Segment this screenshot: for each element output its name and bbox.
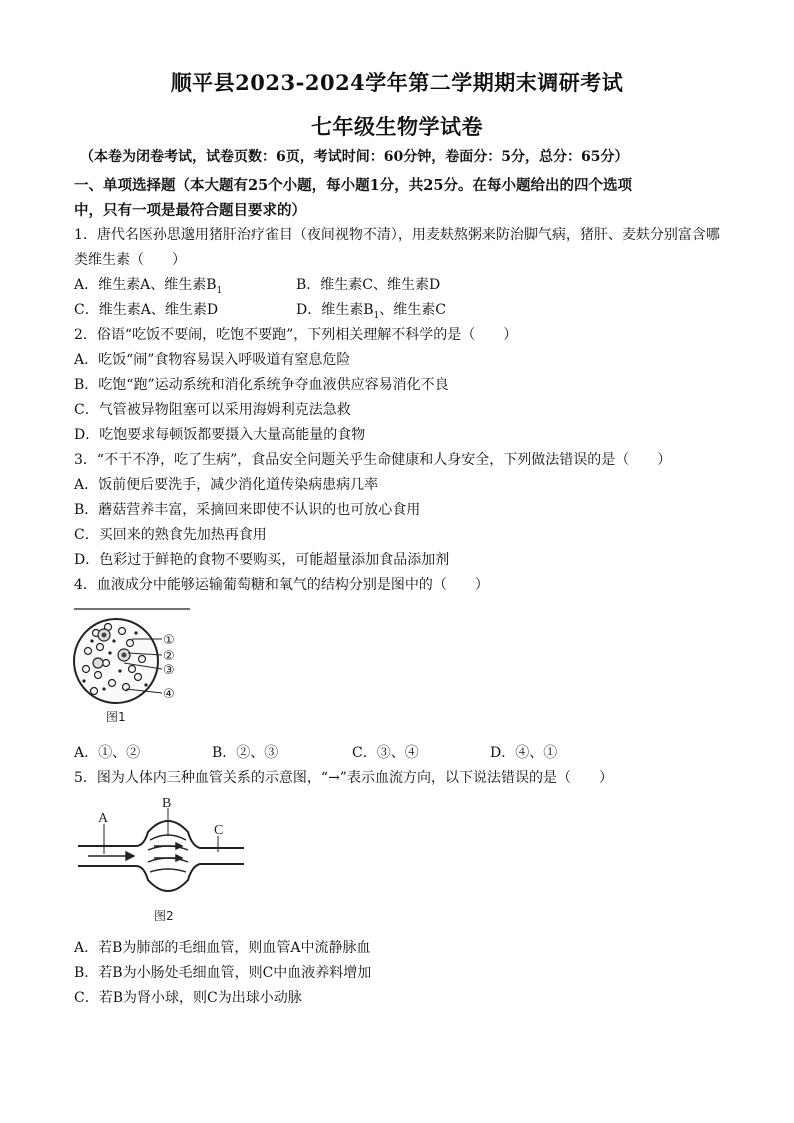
q1-option-a-sub: 1 [216, 285, 223, 296]
q3-option-b: B．蘑菇营养丰富，采摘回来即使不认识的也可放心食用 [74, 502, 421, 518]
white-blood-cell-1-nucleus [102, 633, 107, 638]
q2-option-b: B．吃饱“跑”运动系统和消化系统争夺血液供应容易消化不良 [74, 377, 449, 393]
q3-stem: 3．“不干不净，吃了生病”，食品安全问题关乎生命健康和人身安全，下列做法错误的是（ ） [74, 452, 672, 468]
q4-option-b: B．②、③ [212, 745, 279, 761]
exam-title: 顺平县2023-2024学年第二学期期末调研考试 [170, 70, 624, 95]
q1-option-a [74, 274, 222, 296]
q1-option-d [296, 299, 446, 321]
fig2-caption: 图2 [154, 909, 174, 923]
q4-option-a: A．①、② [74, 745, 141, 761]
exam-note: （本卷为闭卷考试，试卷页数：6页，考试时间：60分钟，卷面分：5分，总分：65分） [80, 149, 629, 165]
q2-option-a: A．吃饭“闹”食物容易误入呼吸道有窒息危险 [74, 352, 351, 368]
fig1-label-2: ② [163, 649, 175, 664]
q1-option-d-text2: 、维生素C [379, 302, 446, 318]
q1-stem-line1: 1．唐代名医孙思邈用猪肝治疗雀目（夜间视物不清），用麦麸熬粥来防治脚气病，猪肝、麦麸分别富含哪 [74, 227, 720, 243]
q3-option-c: C．买回来的熟食先加热再食用 [74, 527, 267, 543]
q5-option-c: C．若B为肾小球，则C为出球小动脉 [74, 990, 302, 1006]
q4-option-d: D．④、① [490, 745, 558, 761]
section-heading-line1: 一、单项选择题（本大题有25个小题，每小题1分，共25分。在每小题给出的四个选项 [74, 177, 632, 194]
q5-stem: 5．图为人体内三种血管关系的示意图，“→”表示血流方向，以下说法错误的是（ ） [74, 770, 613, 786]
q4-stem: 4．血液成分中能够运输葡萄糖和氧气的结构分别是图中的（ ） [74, 577, 489, 593]
fig1-caption: 图1 [106, 710, 126, 724]
q3-option-a: A．饭前便后要洗手，减少消化道传染病患病几率 [74, 477, 379, 493]
fig1-label-3: ③ [163, 663, 175, 678]
fig2-label-a: A [98, 811, 109, 826]
q1-option-c: C．维生素A、维生素D [74, 302, 219, 318]
q2-stem: 2．俗语“吃饭不要闹，吃饱不要跑”，下列相关理解不科学的是（ ） [74, 327, 518, 343]
white-blood-cell-3 [93, 658, 103, 668]
fig2-label-b: B [162, 796, 172, 811]
q5-option-b: B．若B为小肠处毛细血管，则C中血液养料增加 [74, 965, 372, 981]
exam-subtitle: 七年级生物学试卷 [311, 114, 483, 139]
section-heading-line2: 中，只有一项是最符合题目要求的） [74, 202, 306, 219]
q4-option-c: C．③、④ [352, 745, 419, 761]
white-blood-cell-2-nucleus [122, 653, 127, 658]
q2-option-c: C．气管被异物阻塞可以采用海姆利克法急救 [74, 402, 351, 418]
blood-vessel-figure [72, 796, 250, 926]
fig2-label-c: C [214, 823, 224, 838]
capillary-loops [148, 835, 188, 872]
blood-smear-figure [66, 603, 194, 727]
fig1-label-1: ① [163, 633, 175, 648]
q1-option-d-text: D．维生素B [296, 302, 374, 318]
q1-stem-line2: 类维生素（ ） [74, 252, 186, 268]
q1-option-d-sub: 1 [373, 310, 380, 321]
fig1-label-4: ④ [163, 687, 175, 702]
q1-option-a-text: A．维生素A、维生素B [74, 277, 217, 293]
q5-option-a: A．若B为肺部的毛细血管，则血管A中流静脉血 [74, 940, 371, 956]
q2-option-d: D．吃饱要求每顿饭都要摄入大量高能量的食物 [74, 427, 366, 443]
q3-option-d: D．色彩过于鲜艳的食物不要购买，可能超量添加食品添加剂 [74, 552, 450, 568]
q1-option-b: B．维生素C、维生素D [296, 277, 441, 293]
